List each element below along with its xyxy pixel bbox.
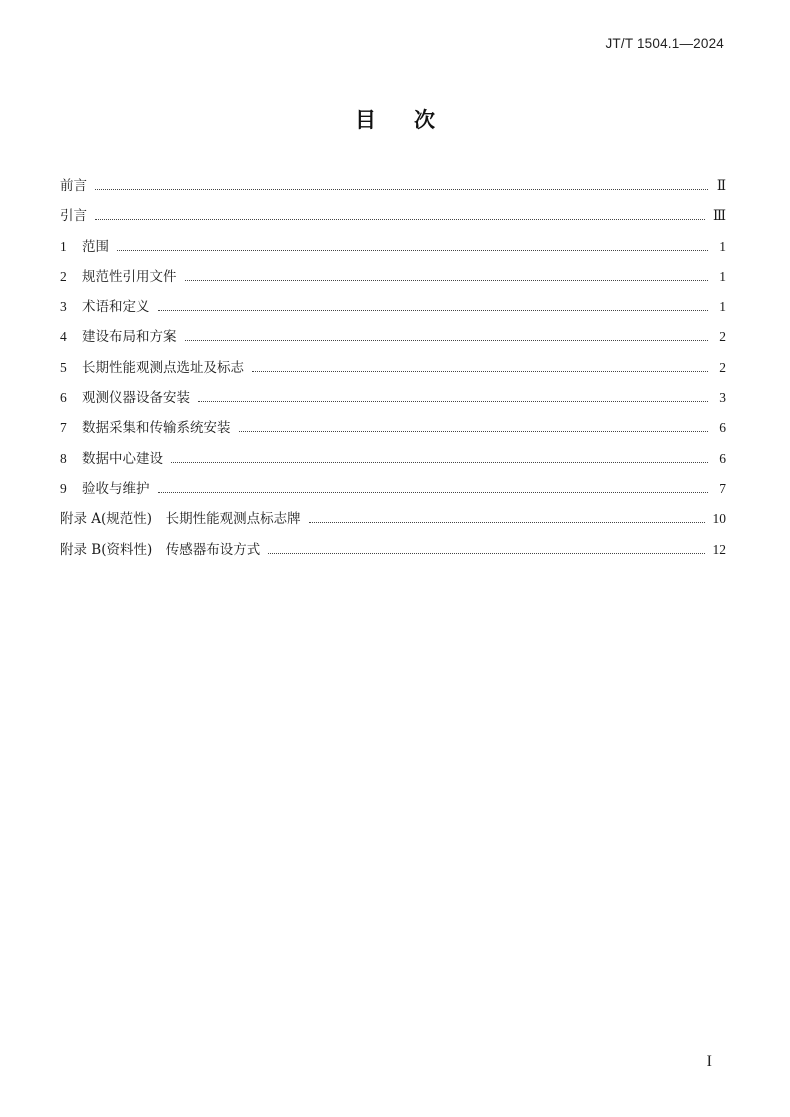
toc-page-number: 6: [719, 420, 726, 436]
toc-page-number: 7: [719, 480, 726, 496]
toc-entry-label: 数据采集和传输系统安装: [82, 420, 231, 437]
toc-entry-appendix-a[interactable]: [60, 507, 726, 537]
toc-page-number: 1: [719, 238, 726, 254]
toc-section-number: 7: [60, 420, 67, 436]
leader-dots: [158, 310, 709, 311]
toc-entry-4[interactable]: [60, 325, 726, 355]
toc-section-number: 3: [60, 299, 67, 315]
leader-dots: [252, 371, 708, 372]
toc-section-number: 5: [60, 359, 67, 375]
leader-dots: [185, 280, 709, 281]
toc-page-number: 1: [719, 299, 726, 315]
toc-entry-label: 附录 B(资料性) 传感器布设方式: [60, 541, 261, 558]
leader-dots: [95, 219, 705, 220]
toc-section-number: 2: [60, 268, 67, 284]
toc-entry-label: 长期性能观测点选址及标志: [82, 359, 244, 376]
leader-dots: [117, 250, 708, 251]
toc-entry-label: 观测仪器设备安装: [82, 390, 190, 407]
toc-entry-1[interactable]: [60, 235, 726, 265]
leader-dots: [198, 401, 708, 402]
toc-entry-label: 引言: [60, 208, 87, 225]
page-number: I: [706, 1053, 712, 1070]
toc-entry-label: 术语和定义: [82, 299, 150, 316]
toc-entry-label: 验收与维护: [82, 480, 150, 497]
leader-dots: [309, 522, 705, 523]
leader-dots: [95, 189, 708, 190]
toc-page-number: 12: [712, 541, 726, 557]
toc-entry-9[interactable]: [60, 477, 726, 507]
toc-page-number: 10: [712, 511, 726, 527]
toc-entry-label: 规范性引用文件: [82, 268, 177, 285]
toc-page-number: 2: [719, 329, 726, 345]
table-of-contents: [60, 174, 726, 568]
toc-entry-label: 建设布局和方案: [82, 329, 177, 346]
toc-entry-label: 数据中心建设: [82, 450, 163, 467]
document-code: JT/T 1504.1—2024: [605, 36, 724, 51]
toc-entry-6[interactable]: [60, 386, 726, 416]
toc-page-number: Ⅲ: [712, 208, 726, 224]
toc-page-number: Ⅱ: [716, 178, 726, 193]
toc-page-number: 6: [719, 450, 726, 466]
toc-entry-label: 附录 A(规范性) 长期性能观测点标志牌: [60, 511, 301, 528]
toc-entry-appendix-b[interactable]: [60, 538, 726, 568]
toc-entry-2[interactable]: [60, 265, 726, 295]
toc-section-number: 4: [60, 329, 67, 345]
toc-entry-label: 范围: [82, 238, 109, 255]
toc-page-number: 2: [719, 359, 726, 375]
toc-entry-3[interactable]: [60, 295, 726, 325]
toc-section-number: 1: [60, 238, 67, 254]
toc-page-number: 3: [719, 390, 726, 406]
leader-dots: [185, 340, 709, 341]
leader-dots: [171, 462, 708, 463]
toc-entry-introduction[interactable]: [60, 204, 726, 234]
leader-dots: [239, 431, 709, 432]
toc-entry-label: 前言: [60, 178, 87, 194]
leader-dots: [268, 553, 704, 554]
toc-entry-foreword[interactable]: [60, 174, 726, 204]
toc-entry-5[interactable]: [60, 356, 726, 386]
leader-dots: [158, 492, 709, 493]
toc-page-number: 1: [719, 268, 726, 284]
toc-section-number: 6: [60, 390, 67, 406]
page-title: 目次: [355, 108, 473, 132]
toc-section-number: 9: [60, 480, 67, 496]
toc-section-number: 8: [60, 450, 67, 466]
toc-entry-7[interactable]: [60, 416, 726, 446]
toc-entry-8[interactable]: [60, 447, 726, 477]
